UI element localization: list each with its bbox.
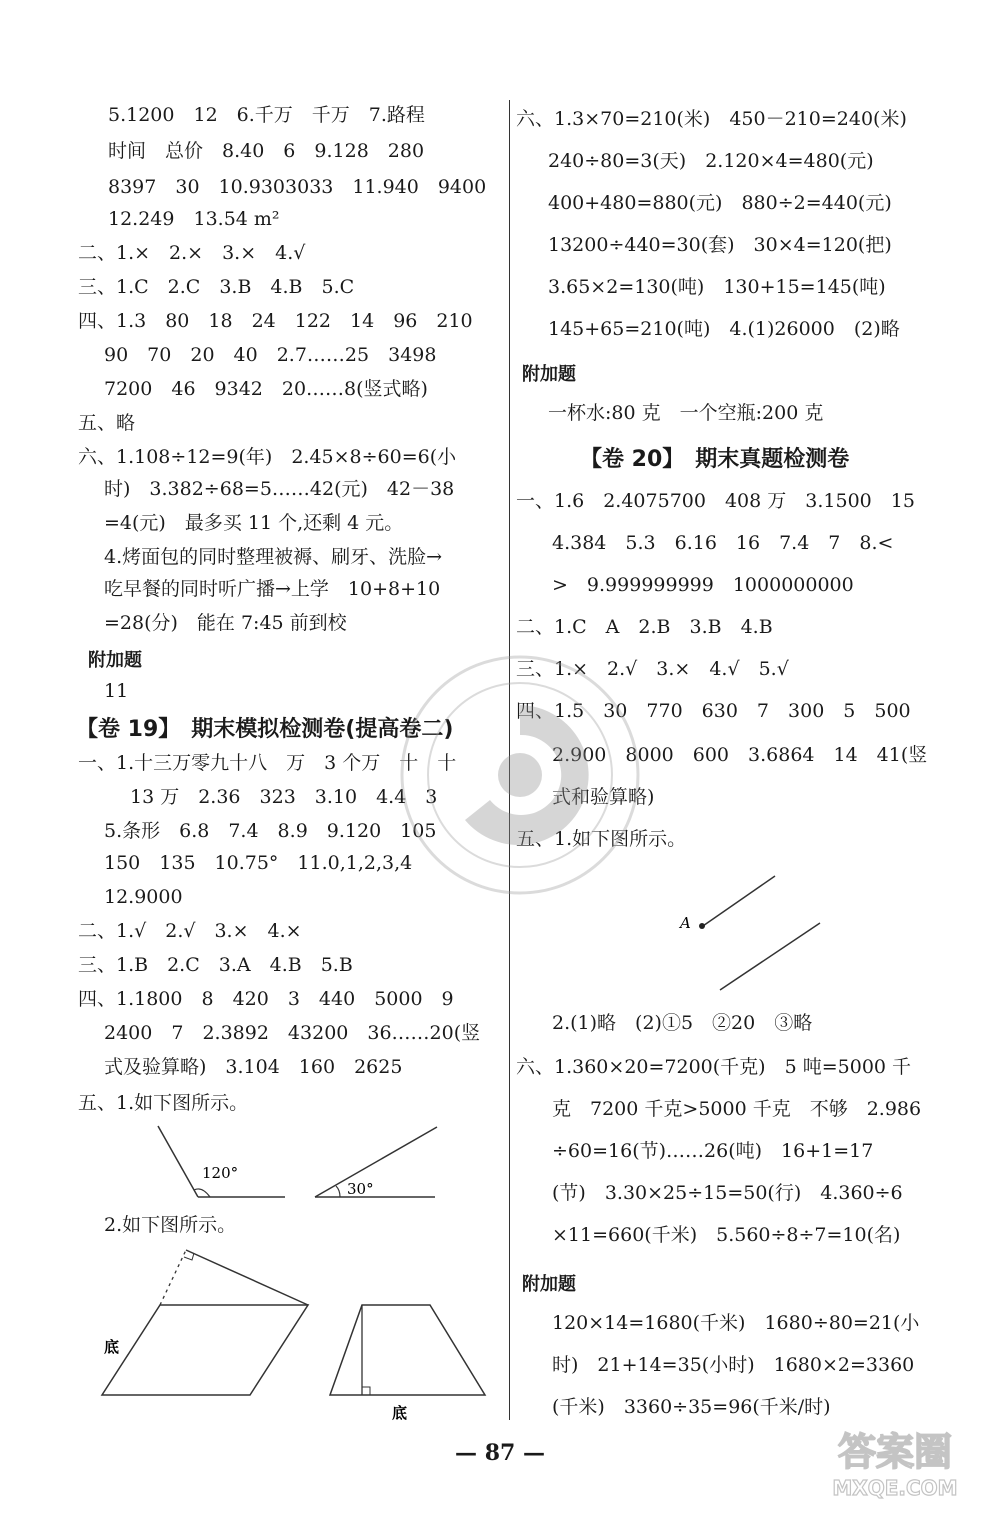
- angle-120-figure: [158, 1126, 285, 1197]
- watermark-text: 答案圈: [837, 1430, 953, 1474]
- answer-line: 5.1200 12 6.千万 千万 7.路程: [108, 104, 425, 126]
- answer-line: 145+65=210(吨) 4.(1)26000 (2)略: [548, 318, 900, 340]
- bonus-heading: 附加题: [522, 364, 576, 385]
- answer-line: 3.65×2=130(吨) 130+15=145(吨): [548, 276, 886, 298]
- answer-line: =28(分) 能在 7:45 前到校: [104, 612, 347, 634]
- trapezoid-base-label: 底: [392, 1404, 408, 1422]
- answer-line: 2.(1)略 (2)①5 ②20 ③略: [552, 1012, 813, 1034]
- parallel-lines-figure: [660, 868, 840, 998]
- angle-30-figure: [315, 1127, 437, 1198]
- answer-line: 13200÷440=30(套) 30×4=120(把): [548, 234, 892, 256]
- answer-line: 三、1.B 2.C 3.A 4.B 5.B: [78, 954, 353, 976]
- answer-line: 一杯水:80 克 一个空瓶:200 克: [548, 402, 824, 424]
- answer-line: 2.如下图所示。: [104, 1214, 237, 1236]
- bonus-heading: 附加题: [522, 1274, 576, 1295]
- answer-line: (节) 3.30×25÷15=50(行) 4.360÷6: [552, 1182, 903, 1204]
- answer-line: 400+480=880(元) 880÷2=440(元): [548, 192, 892, 214]
- seal-watermark: [395, 650, 645, 900]
- answer-line: 三、1.C 2.C 3.B 4.B 5.C: [78, 276, 355, 298]
- answer-line: 二、1.C A 2.B 3.B 4.B: [516, 616, 773, 638]
- answer-line: 2.900 8000 600 3.6864 14 41(竖: [552, 744, 928, 766]
- answer-line: =4(元) 最多买 11 个,还剩 4 元。: [104, 512, 404, 534]
- answer-line: 时) 3.382÷68=5……42(元) 42－38: [104, 478, 455, 500]
- point-a-label: A: [680, 914, 691, 932]
- answer-line: 7200 46 9342 20……8(竖式略): [104, 378, 428, 400]
- answer-line: > 9.999999999 1000000000: [552, 574, 854, 596]
- answer-line: 五、1.如下图所示。: [516, 828, 687, 850]
- section-title-19: 【卷 19】 期末模拟检测卷(提高卷二): [76, 717, 454, 742]
- answer-line: 四、1.5 30 770 630 7 300 5 500: [516, 700, 911, 722]
- answer-line: 四、1.1800 8 420 3 440 5000 9: [78, 988, 454, 1010]
- bonus-heading: 附加题: [88, 650, 142, 671]
- answer-line: 11: [104, 680, 129, 702]
- answer-line: 一、1.十三万零九十八 万 3 个万 十 十: [78, 752, 457, 774]
- section-title-20: 【卷 20】 期末真题检测卷: [580, 447, 850, 472]
- watermark-url: MXQE.COM: [832, 1476, 958, 1500]
- answer-line: 三、1.× 2.√ 3.× 4.√ 5.√: [516, 658, 789, 680]
- answer-line: 克 7200 千克>5000 千克 不够 2.986: [552, 1098, 922, 1120]
- angle-30-label: 30°: [347, 1180, 374, 1198]
- answer-line: 12.249 13.54 m²: [108, 208, 280, 230]
- answer-line: (千米) 3360÷35=96(千米/时): [552, 1396, 831, 1418]
- answer-line: 8397 30 10.9303033 11.940 9400: [108, 176, 487, 198]
- answer-line: 六、1.3×70=210(米) 450－210=240(米): [516, 108, 907, 130]
- height-figures: [100, 1240, 500, 1430]
- answer-line: 120×14=1680(千米) 1680÷80=21(小: [552, 1312, 920, 1334]
- parallelogram-base-label: 底: [104, 1338, 120, 1356]
- answer-line: 90 70 20 40 2.7……25 3498: [104, 344, 437, 366]
- answer-line: ×11=660(千米) 5.560÷8÷7=10(名): [552, 1224, 901, 1246]
- answer-line: 5.条形 6.8 7.4 8.9 9.120 105: [104, 820, 437, 842]
- answer-line: 4.384 5.3 6.16 16 7.4 7 8.<: [552, 532, 894, 554]
- answer-line: 150 135 10.75° 11.0,1,2,3,4: [104, 852, 413, 874]
- answer-line: 四、1.3 80 18 24 122 14 96 210: [78, 310, 473, 332]
- site-watermark: [810, 1423, 980, 1503]
- answer-line: 时间 总价 8.40 6 9.128 280: [108, 140, 425, 162]
- page-number: — 87 —: [455, 1440, 545, 1466]
- answer-line: 吃早餐的同时听广播→上学 10+8+10: [104, 578, 441, 600]
- answer-line: ÷60=16(节)……26(吨) 16+1=17: [552, 1140, 874, 1162]
- answer-line: 二、1.√ 2.√ 3.× 4.×: [78, 920, 302, 942]
- answer-line: 二、1.× 2.× 3.× 4.√: [78, 242, 306, 264]
- answer-line: 式和验算略): [552, 786, 655, 808]
- answer-line: 六、1.108÷12=9(年) 2.45×8÷60=6(小: [78, 446, 457, 468]
- answer-line: 一、1.6 2.4075700 408 万 3.1500 15: [516, 490, 915, 512]
- angle-figures: [150, 1120, 450, 1210]
- answer-line: 五、1.如下图所示。: [78, 1092, 249, 1114]
- answer-line: 240÷80=3(天) 2.120×4=480(元): [548, 150, 874, 172]
- answer-line: 六、1.360×20=7200(千克) 5 吨=5000 千: [516, 1056, 912, 1078]
- answer-line: 2400 7 2.3892 43200 36……20(竖: [104, 1022, 481, 1044]
- point-a-marker: [699, 923, 705, 929]
- answer-line: 12.9000: [104, 886, 183, 908]
- trapezoid-figure: [330, 1305, 485, 1422]
- answer-line: 时) 21+14=35(小时) 1680×2=3360: [552, 1354, 915, 1376]
- answer-line: 五、略: [78, 412, 136, 434]
- answer-line: 4.烤面包的同时整理被褥、刷牙、洗脸→: [104, 546, 443, 568]
- answer-line: 式及验算略) 3.104 160 2625: [104, 1056, 403, 1078]
- answer-line: 13 万 2.36 323 3.10 4.4 3: [130, 786, 438, 808]
- angle-120-label: 120°: [202, 1164, 239, 1182]
- parallelogram-figure: [102, 1250, 308, 1395]
